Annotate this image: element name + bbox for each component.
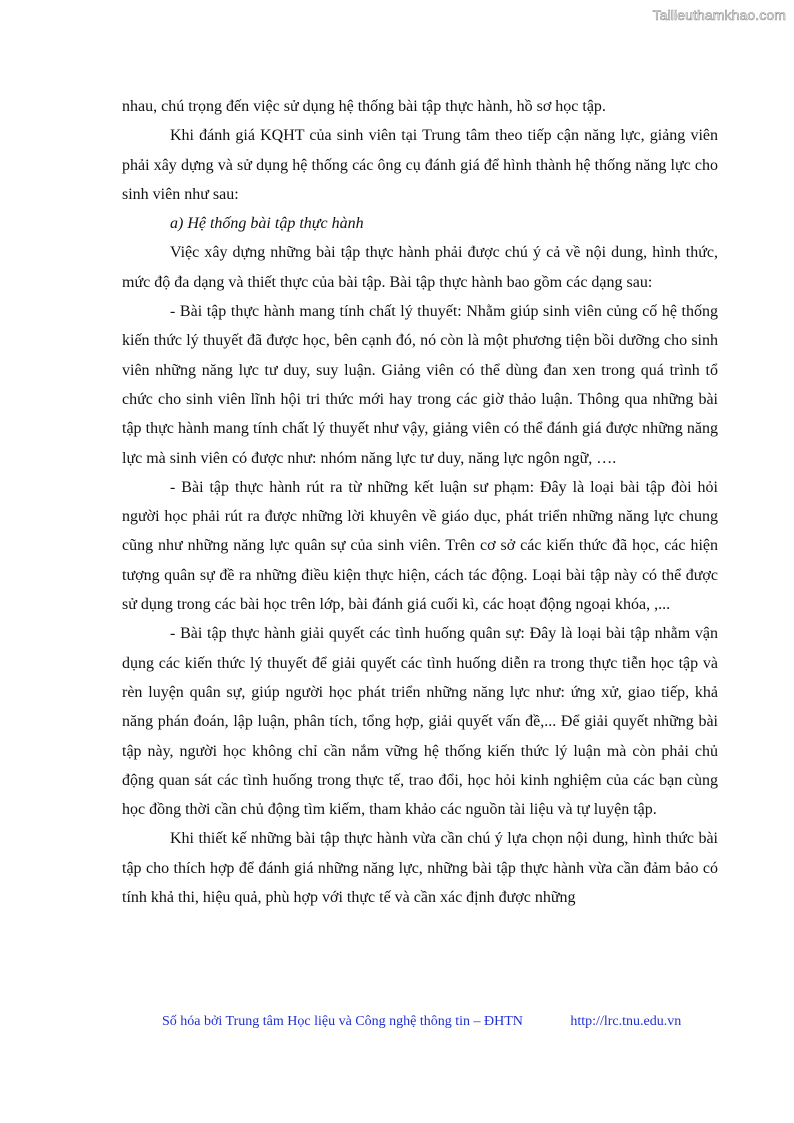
- watermark-text: Tailieuthamkhao.com: [652, 7, 786, 23]
- paragraph: Khi thiết kế những bài tập thực hành vừa cần chú ý lựa chọn nội dung, hình thức bài tập cho thích hợp để đánh giá những năng lực, những bài tập thực hành vừa cần đảm bảo có tính khả thi, hiệu quả, phù hợp với thực tế và cần xác định được những: [122, 830, 718, 907]
- footer-source-text: Số hóa bởi Trung tâm Học liệu và Công nghệ thông tin – ĐHTN: [162, 1014, 523, 1029]
- list-item-paragraph: - Bài tập thực hành giải quyết các tình huống quân sự: Đây là loại bài tập nhằm vận dụng các kiến thức lý thuyết để giải quyết các tình huống diễn ra trong thực tiễn học tập và rèn luyện quân sự, giúp người học phát triển những năng lực như: ứng xử, giao tiếp, khả năng phán đoán, lập luận, phân tích, tổng hợp, giải quyết vấn đề,... Để giải quyết những bài tập này, người học không chỉ cần nắm vững hệ thống kiến thức lý luận mà còn phải chủ động quan sát các tình huống trong thực tế, trao đổi, học hỏi kinh nghiệm của các bạn cùng học đồng thời cần chủ động tìm kiếm, tham khảo các nguồn tài liệu và tự luyện tập.: [122, 625, 718, 819]
- paragraph-intro: Khi đánh giá KQHT của sinh viên tại Trung tâm theo tiếp cận năng lực, giảng viên phải xây dựng và sử dụng hệ thống các ông cụ đánh giá để hình thành hệ thống năng lực cho sinh viên như sau:: [122, 127, 718, 203]
- paragraph-continuation: nhau, chú trọng đến việc sử dụng hệ thống bài tập thực hành, hồ sơ học tập.: [122, 98, 606, 115]
- footer-url-link[interactable]: http://lrc.tnu.edu.vn: [570, 1014, 682, 1029]
- page-footer: [162, 1014, 681, 1030]
- paragraph: Việc xây dựng những bài tập thực hành phải được chú ý cả về nội dung, hình thức, mức độ đa dạng và thiết thực của bài tập. Bài tập thực hành bao gồm các dạng sau:: [122, 244, 718, 291]
- section-heading: a) Hệ thống bài tập thực hành: [170, 215, 364, 233]
- document-body: [122, 92, 718, 912]
- list-item-paragraph: - Bài tập thực hành rút ra từ những kết luận sư phạm: Đây là loại bài tập đòi hỏi người học phải rút ra được những lời khuyên về giáo dục, phát triển những năng lực chung cũng như những năng lực quân sự của sinh viên. Trên cơ sở các kiến thức đã học, các hiện tượng quân sự đề ra những điều kiện thực hiện, cách tác động. Loại bài tập này có thể được sử dụng trong các bài học trên lớp, bài đánh giá cuối kì, các hoạt động ngoại khóa, ,...: [122, 478, 718, 614]
- list-item-paragraph: - Bài tập thực hành mang tính chất lý thuyết: Nhằm giúp sinh viên củng cố hệ thống kiến thức lý thuyết đã được học, bên cạnh đó, nó còn là một phương tiện bồi dưỡng cho sinh viên những năng lực tư duy, suy luận. Giảng viên có thể dùng đan xen trong quá trình tổ chức cho sinh viên lĩnh hội tri thức mới hay trong các giờ thảo luận. Thông qua những bài tập thực hành mang tính chất lý thuyết như vậy, giảng viên có thể đánh giá được những năng lực mà sinh viên có được như: nhóm năng lực tư duy, năng lực ngôn ngữ, ….: [122, 303, 718, 467]
